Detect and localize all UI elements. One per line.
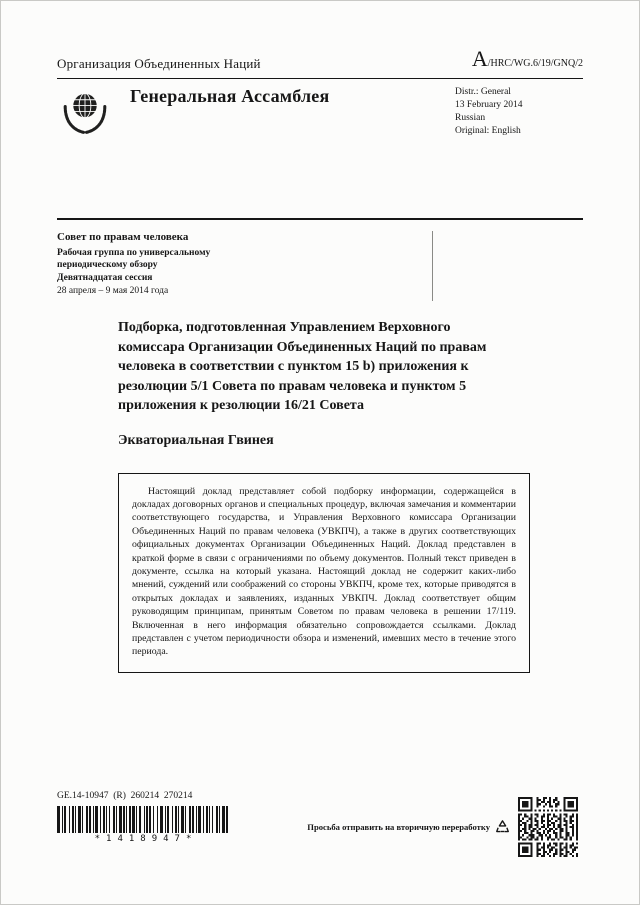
- session-dates: 28 апреля – 9 мая 2014 года: [57, 286, 169, 296]
- country-heading: Экваториальная Гвинея: [118, 432, 274, 448]
- distribution-block: [455, 86, 523, 138]
- original-language-line: Original: English: [455, 126, 521, 136]
- recycle-note: [248, 819, 510, 834]
- assembly-title: Генеральная Ассамблея: [130, 86, 330, 106]
- barcode-bars: [57, 806, 229, 833]
- main-content: [118, 318, 530, 673]
- recycle-text: Просьба отправить на вторичную переработку: [307, 821, 490, 832]
- barcode: [57, 806, 229, 844]
- recycle-icon: [495, 819, 510, 834]
- header-divider: [57, 78, 583, 79]
- qr-code: [518, 797, 578, 857]
- document-symbol-suffix: /HRC/WG.6/19/GNQ/2: [487, 58, 583, 69]
- org-name: Организация Объединенных Наций: [57, 56, 261, 71]
- vertical-divider: [432, 231, 433, 301]
- document-symbol-letter: A: [471, 46, 488, 71]
- working-group-name: Рабочая группа по универсальному периодическому обзору: [57, 248, 211, 270]
- date-line: 13 February 2014: [455, 100, 523, 110]
- summary-text: Настоящий доклад представляет собой подборку информации, содержащейся в докладах договорных органов и специальных процедур, включая замечания и комментарии соответствующего государства, и Управления Верховного комиссара Организации Объединенных Наций по правам человека (УВКПЧ), а также в других соответствующих официальных документах Организации Объединенных Наций. Доклад представлен в краткой форме в связи с ограничениями по объему документов. Полный текст приведен в документе, ссылка на который указана. Настоящий доклад не содержит каких-либо мнений, суждений или соображений со стороны УВКПЧ, кроме тех, которые приводятся в открытых докладах и заявлениях, изданных УВКПЧ. Доклад соответствует общим руководящим принципам, принятым Советом по правам человека в решении 17/119. Включенная в него информация обязательно сопровождается ссылками. Доклад представлен с учетом периодичности обзора и изменений, имевших место в течение этого периода.: [132, 485, 516, 658]
- language-line: Russian: [455, 113, 486, 123]
- ge-reference: GE.14-10947 (R) 260214 270214: [57, 791, 193, 801]
- barcode-text: *1418947*: [94, 834, 198, 844]
- session-block: [57, 231, 287, 297]
- council-name: Совет по правам человека: [57, 231, 189, 243]
- document-title: Подборка, подготовленная Управлением Верховного комиссара Организации Объединенных Наций по правам человека в соответствии с пунктом 15 b) приложения к резолюции 5/1 Совета по правам человека и пунктом 5 приложения к резолюции 16/21 Совета: [118, 320, 487, 413]
- summary-box: [118, 473, 530, 673]
- document-symbol: [472, 48, 583, 71]
- un-emblem-icon: [58, 84, 112, 140]
- masthead-rule: [57, 218, 583, 220]
- distr-line: Distr.: General: [455, 87, 511, 97]
- session-number: Девятнадцатая сессия: [57, 273, 153, 283]
